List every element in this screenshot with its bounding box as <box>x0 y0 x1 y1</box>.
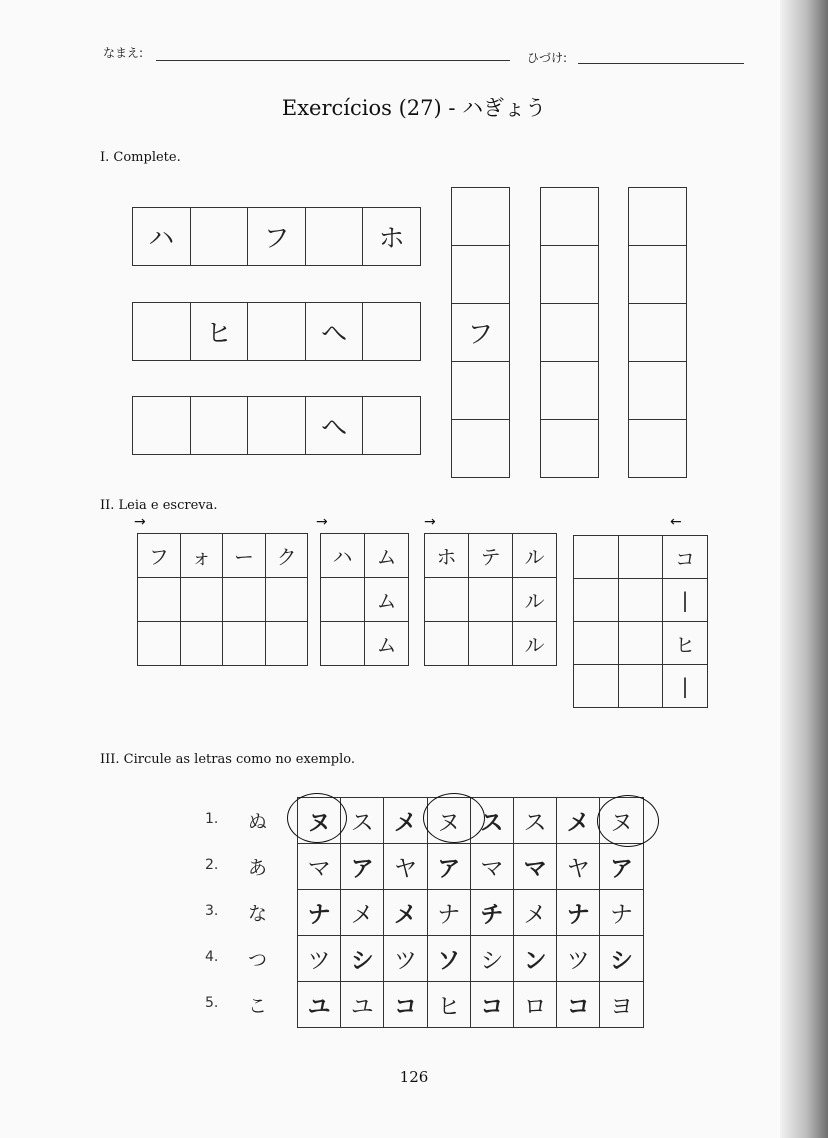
circle-letter-cell: メ <box>513 889 557 936</box>
read-write-cell: フ <box>137 533 181 578</box>
read-write-cell <box>265 577 309 622</box>
complete-column-cell <box>628 419 687 478</box>
complete-row-cell <box>247 302 306 361</box>
read-write-cell: ヒ <box>662 621 708 665</box>
circle-letter-cell: メ <box>383 889 427 936</box>
section-1-heading: I. Complete. <box>100 150 181 165</box>
read-write-cell <box>618 621 664 665</box>
read-write-cell <box>222 621 266 666</box>
complete-row-cell: ヒ <box>190 302 249 361</box>
read-write-cell <box>573 621 619 665</box>
example-circle-1 <box>287 793 347 843</box>
read-write-cell <box>320 577 365 622</box>
circle-letter-cell: ヌ <box>599 797 643 844</box>
circle-letter-cell: マ <box>297 843 341 890</box>
complete-column-cell <box>451 419 510 478</box>
complete-row-cell: フ <box>247 207 306 266</box>
read-write-cell <box>180 577 224 622</box>
read-write-cell: ー <box>222 533 266 578</box>
read-write-cell <box>424 577 469 622</box>
complete-column-cell <box>540 419 599 478</box>
complete-column-cell <box>540 303 599 362</box>
read-write-cell: ル <box>512 577 557 622</box>
circle-letter-cell: ア <box>599 843 643 890</box>
circle-letter-cell: ヒ <box>427 981 471 1028</box>
complete-row-cell <box>362 396 421 455</box>
complete-row-cell: へ <box>305 396 364 455</box>
complete-column-cell <box>628 361 687 420</box>
section-3-heading: III. Circule as letras como no exemplo. <box>100 752 356 767</box>
read-write-cell <box>265 621 309 666</box>
complete-column-cell <box>628 245 687 304</box>
circle-letter-cell: コ <box>470 981 514 1028</box>
row-number: 5. <box>205 995 219 1011</box>
read-write-cell <box>573 578 619 622</box>
circle-letter-cell: ス <box>470 797 514 844</box>
circle-letter-cell: マ <box>513 843 557 890</box>
arrow-right-2: → <box>316 514 328 530</box>
circle-letter-cell: ス <box>340 797 384 844</box>
read-write-cell: コ <box>662 535 708 579</box>
circle-letter-cell: ツ <box>383 935 427 982</box>
circle-letter-cell: ユ <box>340 981 384 1028</box>
complete-row-cell: ホ <box>362 207 421 266</box>
complete-row-cell <box>190 207 249 266</box>
read-write-cell <box>618 664 664 708</box>
complete-column-cell <box>451 245 510 304</box>
circle-letter-cell: ヨ <box>599 981 643 1028</box>
circle-letter-cell: ス <box>513 797 557 844</box>
read-write-cell: ム <box>364 533 409 578</box>
complete-column-cell <box>540 361 599 420</box>
read-write-cell <box>468 621 513 666</box>
name-label: なまえ: <box>103 46 144 60</box>
complete-row-cell <box>190 396 249 455</box>
row-hiragana: こ <box>248 995 268 1017</box>
circle-letter-cell: ヤ <box>556 843 600 890</box>
read-write-cell: ォ <box>180 533 224 578</box>
circle-letter-cell: シ <box>599 935 643 982</box>
read-write-cell: ル <box>512 533 557 578</box>
read-write-cell <box>573 664 619 708</box>
circle-letter-cell: マ <box>470 843 514 890</box>
read-write-cell <box>573 535 619 579</box>
complete-column-cell: フ <box>451 303 510 362</box>
arrow-left-4: ← <box>670 514 682 530</box>
read-write-cell: | <box>662 578 708 622</box>
example-circle-2 <box>423 793 485 843</box>
circle-letter-cell: メ <box>383 797 427 844</box>
read-write-cell <box>320 621 365 666</box>
row-number: 1. <box>205 811 219 827</box>
circle-letter-cell: ツ <box>556 935 600 982</box>
complete-row-cell <box>132 396 191 455</box>
arrow-right-1: → <box>134 514 146 530</box>
page-title: Exercícios (27) - ハぎょう <box>281 96 547 120</box>
example-circle-3 <box>597 795 659 847</box>
circle-letter-cell: ナ <box>427 889 471 936</box>
complete-column-cell <box>540 187 599 246</box>
read-write-cell <box>137 577 181 622</box>
read-write-cell: ク <box>265 533 309 578</box>
circle-letter-cell: ロ <box>513 981 557 1028</box>
read-write-cell: ル <box>512 621 557 666</box>
row-hiragana: な <box>248 903 268 925</box>
read-write-cell <box>222 577 266 622</box>
row-hiragana: あ <box>248 857 268 879</box>
date-line <box>578 63 744 64</box>
page-number: 126 <box>399 1068 429 1086</box>
arrow-right-3: → <box>424 514 436 530</box>
circle-letter-cell: ア <box>340 843 384 890</box>
read-write-cell <box>180 621 224 666</box>
date-label: ひづけ: <box>527 51 568 65</box>
circle-letter-cell: メ <box>556 797 600 844</box>
read-write-cell: ム <box>364 577 409 622</box>
page-binding-shadow <box>780 0 828 1138</box>
circle-letter-cell: メ <box>340 889 384 936</box>
name-line <box>156 60 510 61</box>
circle-letter-cell: ツ <box>297 935 341 982</box>
circle-letter-cell: ナ <box>297 889 341 936</box>
circle-letter-cell: ナ <box>556 889 600 936</box>
row-number: 4. <box>205 949 219 965</box>
row-hiragana: つ <box>248 949 268 971</box>
circle-letter-cell: チ <box>470 889 514 936</box>
read-write-cell: ハ <box>320 533 365 578</box>
row-number: 3. <box>205 903 219 919</box>
read-write-cell <box>618 535 664 579</box>
circle-letter-cell: ヤ <box>383 843 427 890</box>
read-write-cell <box>424 621 469 666</box>
read-write-cell: | <box>662 664 708 708</box>
complete-column-cell <box>540 245 599 304</box>
circle-letter-cell: ユ <box>297 981 341 1028</box>
circle-letter-cell: コ <box>556 981 600 1028</box>
complete-row-cell: ハ <box>132 207 191 266</box>
circle-letter-cell: ヌ <box>297 797 341 844</box>
circle-letter-cell: ナ <box>599 889 643 936</box>
complete-row-cell <box>362 302 421 361</box>
read-write-cell: テ <box>468 533 513 578</box>
read-write-cell: ム <box>364 621 409 666</box>
complete-row-cell <box>132 302 191 361</box>
circle-letter-cell: シ <box>470 935 514 982</box>
complete-column-cell <box>628 303 687 362</box>
complete-column-cell <box>628 187 687 246</box>
circle-letter-cell: ン <box>513 935 557 982</box>
complete-row-cell <box>247 396 306 455</box>
circle-letter-cell: ヌ <box>427 797 471 844</box>
row-number: 2. <box>205 857 219 873</box>
complete-column-cell <box>451 361 510 420</box>
read-write-cell <box>137 621 181 666</box>
row-hiragana: ぬ <box>248 811 268 833</box>
read-write-cell <box>618 578 664 622</box>
complete-row-cell: へ <box>305 302 364 361</box>
circle-letter-cell: ソ <box>427 935 471 982</box>
section-2-heading: II. Leia e escreva. <box>100 498 218 513</box>
complete-column-cell <box>451 187 510 246</box>
circle-letter-cell: シ <box>340 935 384 982</box>
read-write-cell <box>468 577 513 622</box>
circle-letter-cell: コ <box>383 981 427 1028</box>
complete-row-cell <box>305 207 364 266</box>
circle-letter-cell: ア <box>427 843 471 890</box>
read-write-cell: ホ <box>424 533 469 578</box>
